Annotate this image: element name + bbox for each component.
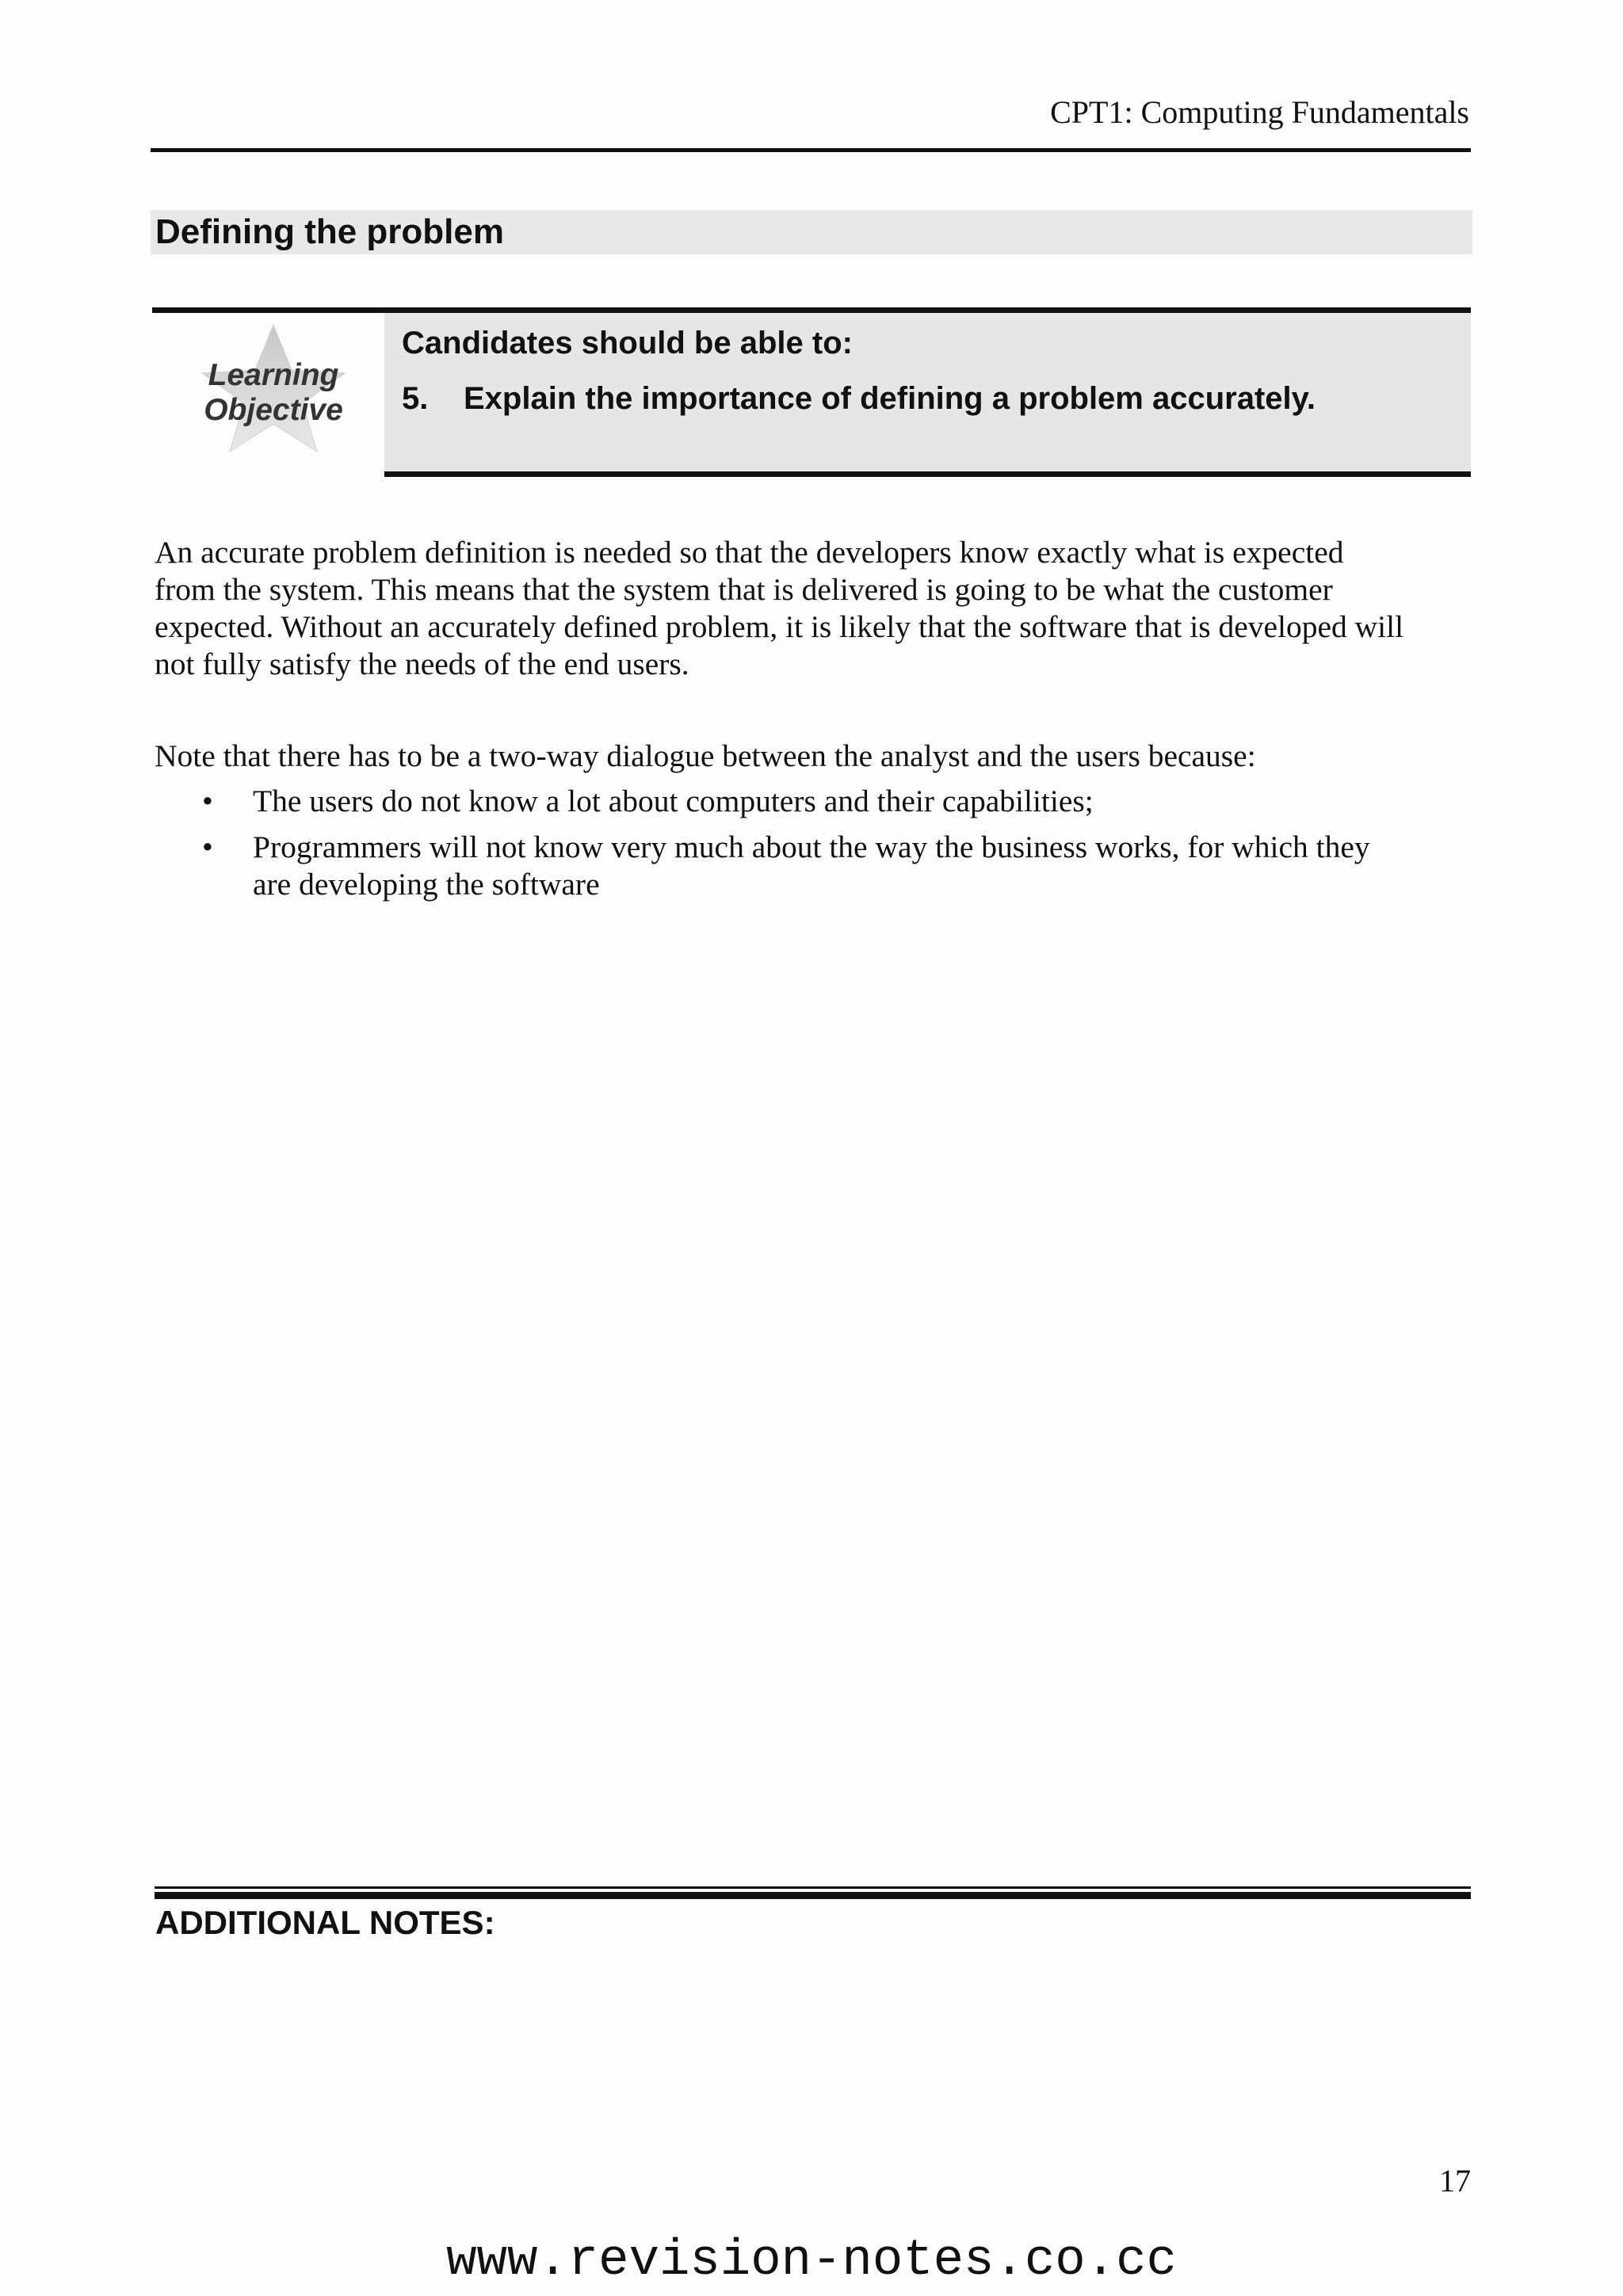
- paragraph-line: expected. Without an accurately defined problem, it is likely that the software that is developed will: [155, 609, 1404, 644]
- paragraph-line: not fully satisfy the needs of the end users.: [155, 646, 689, 681]
- paragraph-dialogue: Note that there has to be a two-way dialogue between the analyst and the users because:: [155, 738, 1256, 773]
- objective-item: [402, 379, 1316, 418]
- header-rule: [151, 148, 1471, 152]
- section-title: Defining the problem: [155, 212, 504, 251]
- badge-text: [190, 358, 357, 427]
- objective-top-rule: [152, 307, 1471, 313]
- bullet-icon: •: [202, 830, 213, 864]
- objective-box: [384, 313, 1471, 471]
- badge-line-objective: Objective: [204, 392, 343, 427]
- list-item-line: The users do not know a lot about computers and their capabilities;: [253, 784, 1094, 818]
- notes-rule-thin: [155, 1886, 1471, 1889]
- paragraph-problem-definition: [155, 534, 1474, 683]
- list-item-line: are developing the software: [253, 867, 600, 902]
- list-item-line: Programmers will not know very much about the way the business works, for which they: [253, 830, 1370, 864]
- section-heading-bar: [151, 210, 1472, 254]
- bullet-list: [155, 783, 1474, 912]
- list-item: [155, 783, 1474, 820]
- additional-notes-title: ADDITIONAL NOTES:: [155, 1904, 495, 1941]
- learning-objective-badge: [190, 321, 357, 456]
- running-header: CPT1: Computing Fundamentals: [1050, 94, 1469, 130]
- objective-item-number: 5.: [402, 381, 429, 416]
- page-number: 17: [1439, 2163, 1471, 2199]
- objective-heading: Candidates should be able to:: [402, 326, 853, 360]
- badge-line-learning: Learning: [208, 358, 339, 392]
- objective-item-text: Explain the importance of defining a problem accurately.: [464, 381, 1316, 416]
- bullet-icon: •: [202, 784, 213, 818]
- watermark-url: www.revision-notes.co.cc: [446, 2233, 1177, 2290]
- paragraph-line: from the system. This means that the system that is delivered is going to be what the customer: [155, 572, 1333, 607]
- paragraph-line: An accurate problem definition is needed so that the developers know exactly what is expected: [155, 535, 1344, 570]
- objective-bottom-rule: [384, 471, 1471, 477]
- list-item: [155, 829, 1474, 903]
- notes-rule-thick: [155, 1892, 1471, 1899]
